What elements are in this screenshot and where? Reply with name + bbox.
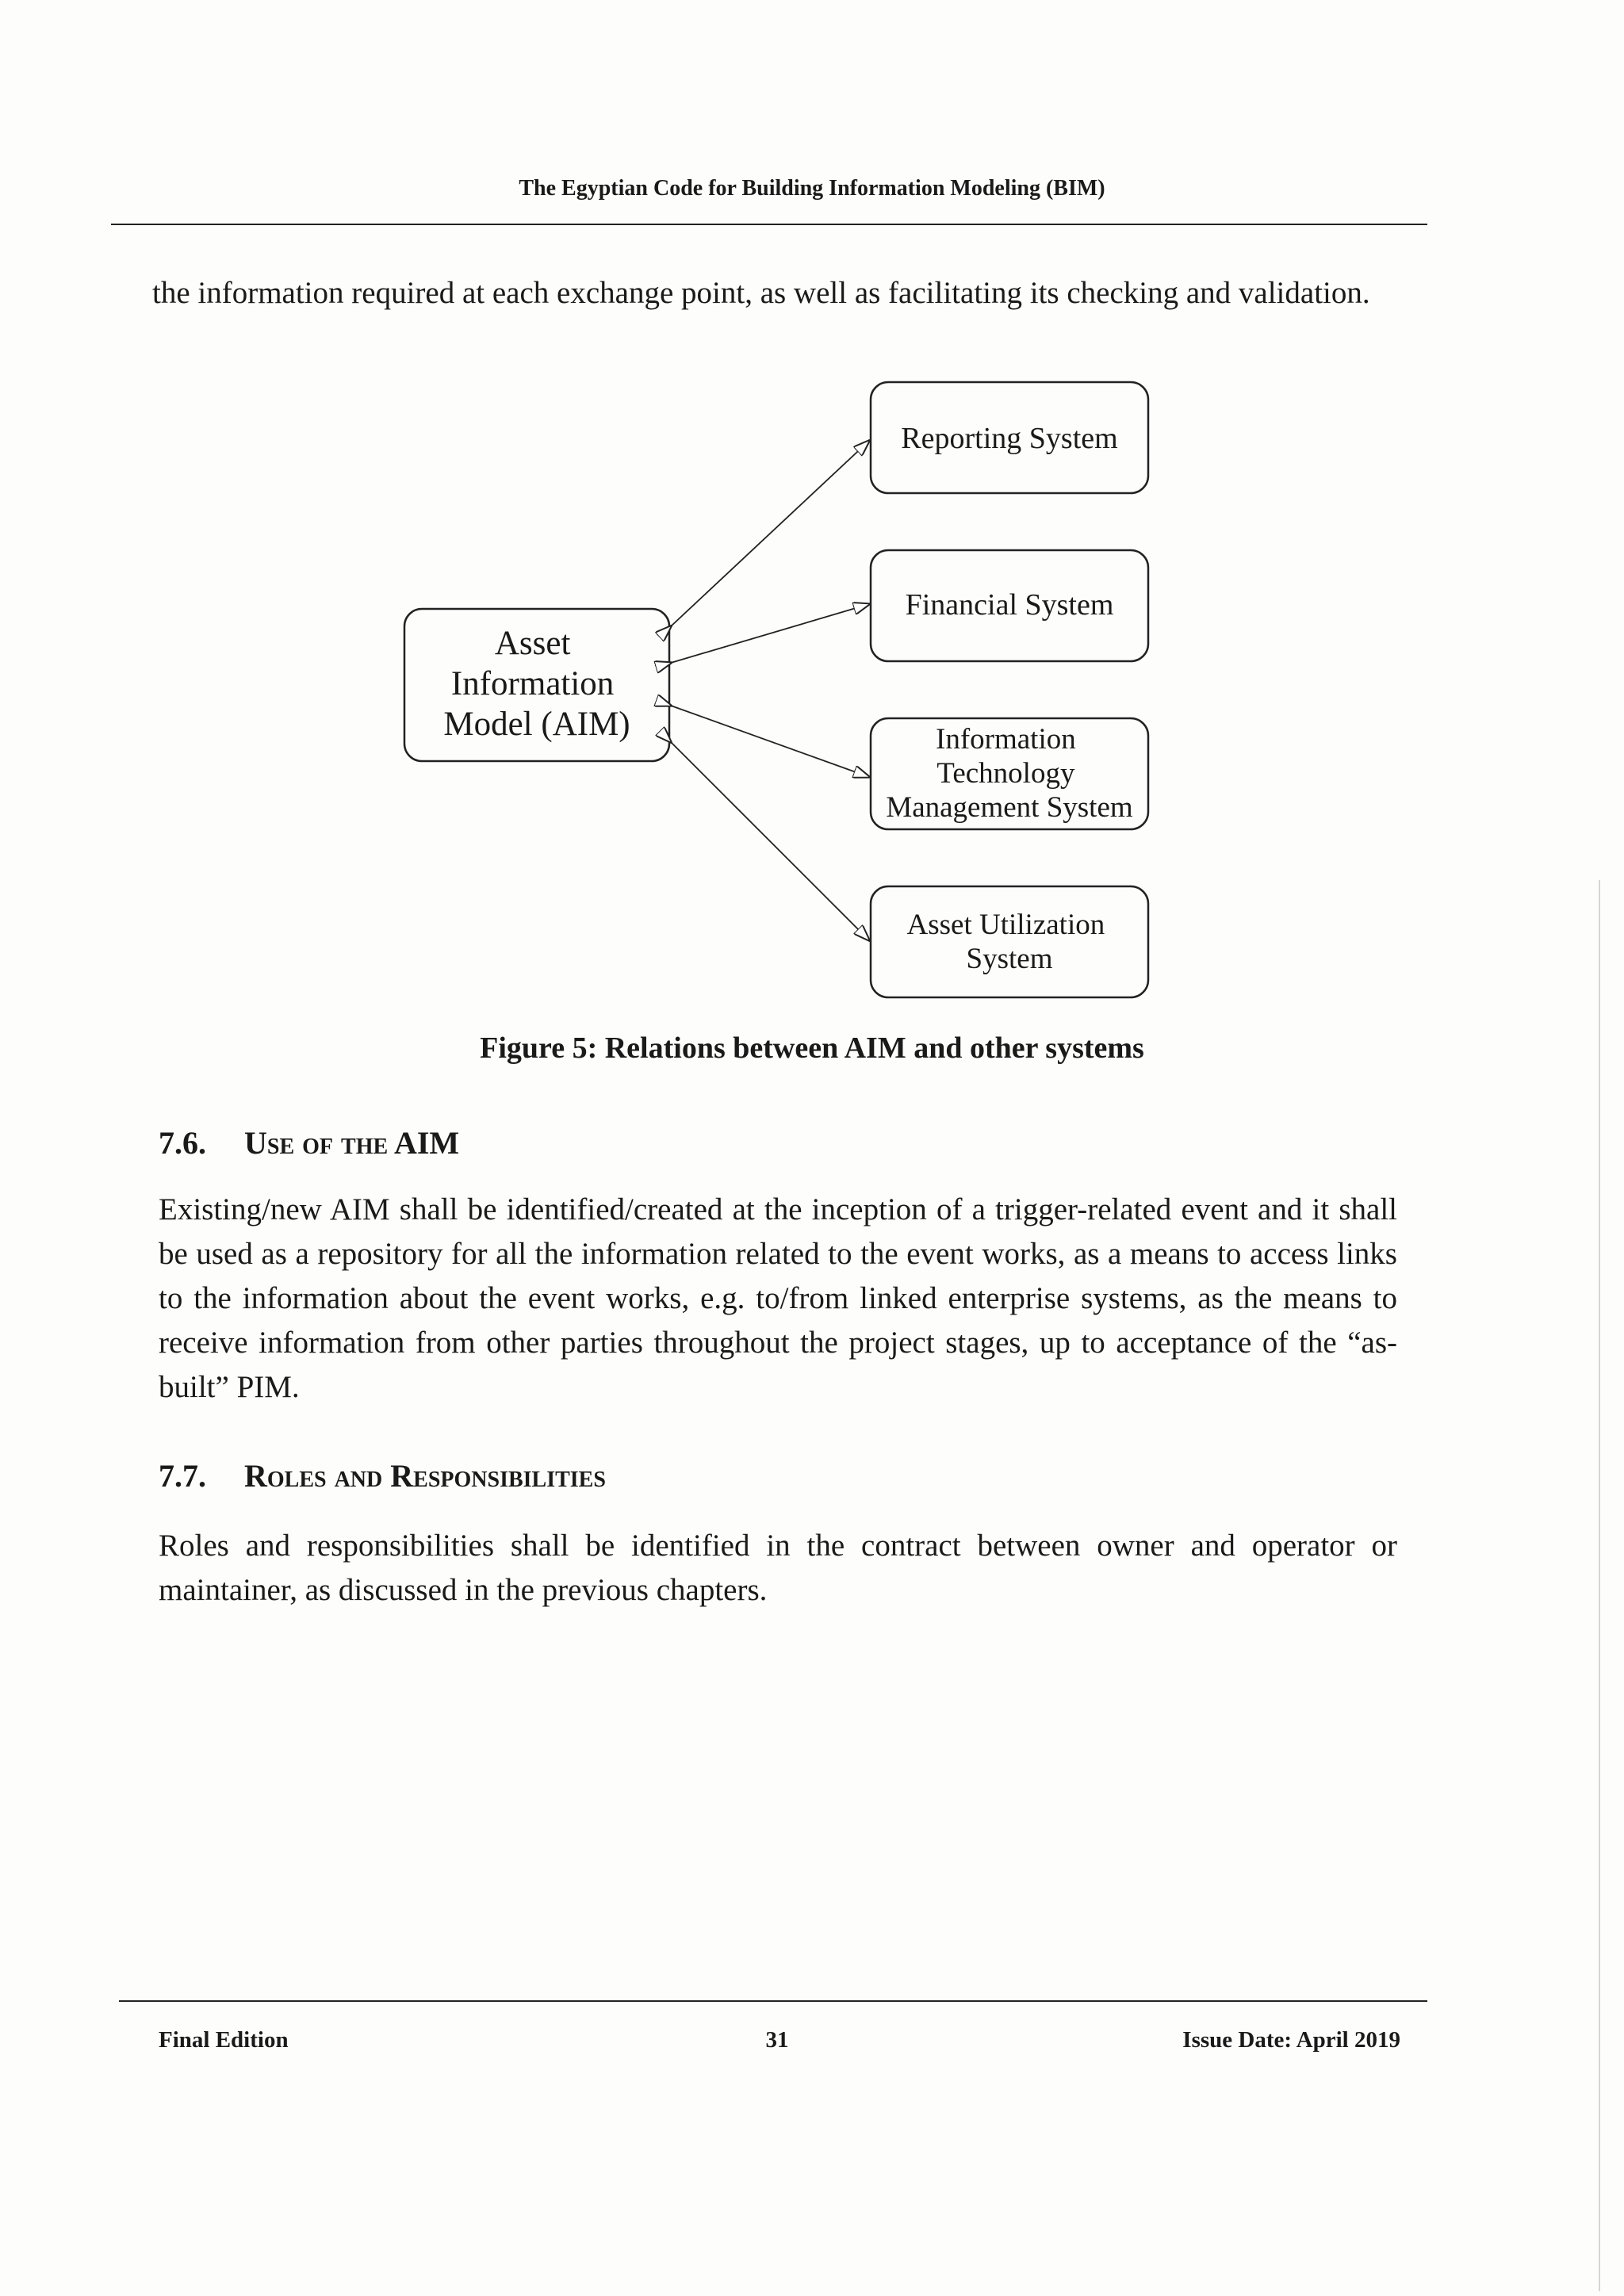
it-label-line-1: Information <box>936 723 1076 756</box>
footer-page-number: 31 <box>765 2027 789 2053</box>
footer-rule <box>119 2000 1427 2002</box>
asset-util-label-line-1: Asset Utilization <box>906 909 1105 941</box>
asset-util-label-line-2: System <box>966 943 1053 975</box>
asset-utilization-system-box <box>871 886 1148 997</box>
footer-edition: Final Edition <box>159 2027 289 2053</box>
figure-caption: Figure 5: Relations between AIM and other systems <box>480 1031 1144 1065</box>
svg-text:Asset Utilization System <box>907 909 1113 975</box>
running-header: The Egyptian Code for Building Information Modeling (BIM) <box>519 176 1105 201</box>
it-label-line-3: Management System <box>886 791 1133 824</box>
section-7-6-body: Existing/new AIM shall be identified/created at the inception of a trigger-related event and it shall be used as a repository for all the information related to the event works, as a means to access links to the information about the event works, e.g. to/from linked enterprise systems, as the means to receive information from other parties throughout the project stages, up to acceptance of the “as-built” PIM. <box>159 1192 1397 1404</box>
reporting-system-label: Reporting System <box>901 422 1118 455</box>
section-7-6-title: Use of the AIM <box>244 1125 460 1161</box>
aim-label-line-3: Model (AIM) <box>443 706 630 743</box>
section-7-7-body: Roles and responsibilities shall be identified in the contract between owner and operator or maintainer, as discussed in the previous chapters. <box>159 1529 1397 1607</box>
svg-text:Information Technology <box>886 723 1133 824</box>
footer-issue-date: Issue Date: April 2019 <box>1182 2027 1400 2053</box>
aim-relations-diagram <box>0 0 1624 1031</box>
arrow-aim-it-management <box>671 706 869 777</box>
section-7-7-number: 7.7. <box>159 1458 206 1494</box>
financial-system-label: Financial System <box>905 588 1114 622</box>
section-7-7-title: Roles and Responsibilities <box>244 1458 606 1494</box>
aim-label-line-2: Information <box>450 665 615 702</box>
section-7-6-number: 7.6. <box>159 1125 206 1161</box>
section-7-7-heading <box>159 1457 606 1494</box>
it-label-line-2: Technology <box>936 757 1075 790</box>
intro-paragraph: the information required at each exchange point, as well as facilitating its checking and validation. <box>152 276 1370 310</box>
svg-text:Financial System <box>906 588 1114 622</box>
arrow-aim-reporting <box>671 441 869 626</box>
arrow-aim-asset-utilization <box>671 742 869 940</box>
section-7-6-heading <box>159 1124 459 1161</box>
svg-text:Reporting System <box>901 422 1117 455</box>
aim-label-line-1: Asset <box>494 625 571 662</box>
aim-box-label <box>443 625 630 743</box>
scan-edge-line <box>1599 880 1600 2291</box>
arrow-aim-financial <box>671 604 869 663</box>
